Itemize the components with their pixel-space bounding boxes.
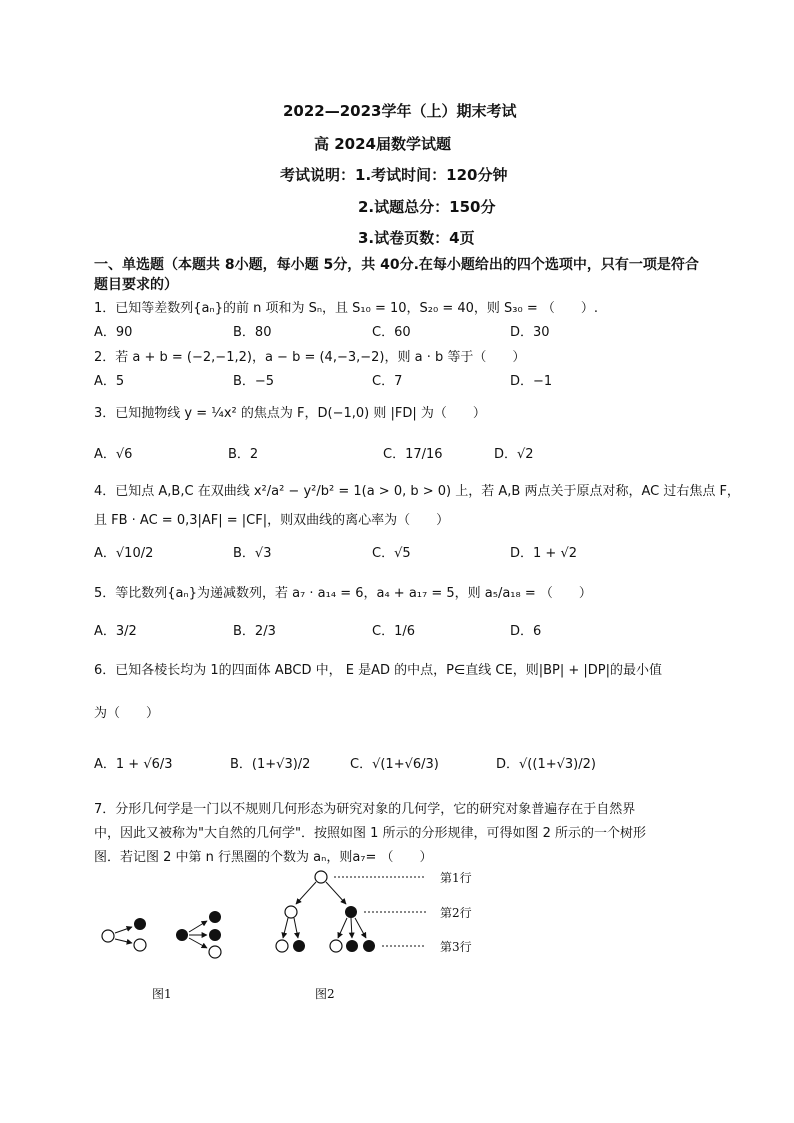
row-label-2: 第2行 (440, 906, 472, 920)
question-2-option-c: C．7 (372, 374, 403, 389)
question-3-option-d: D．√2 (494, 447, 534, 462)
question-6-option-a: A．1 + √6/3 (94, 757, 173, 772)
question-2-option-d: D．−1 (510, 374, 553, 389)
question-5-option-b: B．2/3 (233, 624, 276, 639)
question-5-stem: 5．等比数列{aₙ}为递减数列，若 a₇ · a₁₄ = 6，a₄ + a₁₇ = 5，则 a₅/a₁₈ = （ ） (94, 586, 592, 601)
question-6-option-c: C．√(1+√6/3) (350, 757, 439, 772)
question-5-option-a: A．3/2 (94, 624, 137, 639)
question-7-stem-line3: 图．若记图 2 中第 n 行黑圈的个数为 aₙ，则a₇= （ ） (94, 850, 433, 865)
question-2-stem: 2．若 a + b = (−2,−1,2)，a − b = (4,−3,−2)，则 a · b 等于（ ） (94, 350, 526, 365)
question-7-stem-line1: 7．分形几何学是一门以不规则几何形态为研究对象的几何学，它的研究对象普遍存在于自然界 (94, 802, 636, 817)
exam-title: 2022—2023学年（上）期末考试 (283, 102, 517, 120)
fig1-black-child (134, 918, 146, 930)
figure-1-diagram (102, 911, 221, 958)
row-label-1: 第1行 (440, 871, 472, 885)
question-4-option-a: A．√10/2 (94, 546, 154, 561)
question-5-option-d: D．6 (510, 624, 542, 639)
question-4-stem-line2: 且 FB · AC = 0,3|AF| = |CF|，则双曲线的离心率为（ ） (94, 513, 450, 528)
question-3-option-b: B．2 (228, 447, 259, 462)
fig1-white-child (134, 939, 146, 951)
question-2-option-b: B．−5 (233, 374, 275, 389)
question-1-stem: 1．已知等差数列{aₙ}的前 n 项和为 Sₙ，且 S₁₀ = 10，S₂₀ = 40，则 S₃₀ = （ ）. (94, 301, 599, 316)
exam-subtitle: 高 2024届数学试题 (314, 135, 451, 153)
fig1-white-root (102, 930, 114, 942)
figure-1-caption: 图1 (152, 987, 172, 1001)
question-1-option-b: B．80 (233, 325, 272, 340)
question-6-stem-line2: 为（ ） (94, 706, 160, 721)
question-1-option-c: C．60 (372, 325, 411, 340)
question-4-option-d: D．1 + √2 (510, 546, 577, 561)
row-label-3: 第3行 (440, 940, 472, 954)
exam-note-score: 2.试题总分：150分 (358, 198, 496, 216)
question-4-stem-line1: 4．已知点 A,B,C 在双曲线 x²/a² − y²/b² = 1(a > 0, b > 0) 上，若 A,B 两点关于原点对称，AC 过右焦点 F， (94, 484, 740, 499)
exam-note-time: 考试说明：1.考试时间：120分钟 (280, 166, 508, 184)
question-6-option-d: D．√((1+√3)/2) (496, 757, 596, 772)
question-4-option-b: B．√3 (233, 546, 272, 561)
question-6-option-b: B．(1+√3)/2 (230, 757, 311, 772)
question-7-stem-line2: 中，因此又被称为"大自然的几何学"．按照如图 1 所示的分形规律，可得如图 2 所示的一个树形 (94, 826, 647, 841)
figure-2-tree (276, 871, 426, 952)
question-5-option-c: C．1/6 (372, 624, 415, 639)
question-1-option-a: A．90 (94, 325, 133, 340)
question-1-option-d: D．30 (510, 325, 550, 340)
question-6-stem-line1: 6．已知各棱长均为 1的四面体 ABCD 中， E 是AD 的中点，P∈直线 CE，则|BP| + |DP|的最小值 (94, 663, 662, 678)
question-3-option-c: C．17/16 (383, 447, 443, 462)
section-heading-line1: 一、单选题（本题共 8小题，每小题 5分，共 40分.在每小题给出的四个选项中，只有一项是符合 (94, 257, 699, 273)
fig1-black-root (176, 929, 188, 941)
exam-note-pages: 3.试卷页数：4页 (358, 229, 475, 247)
section-heading-line2: 题目要求的） (94, 277, 178, 293)
figure-2-caption: 图2 (315, 987, 335, 1001)
question-2-option-a: A．5 (94, 374, 125, 389)
question-3-stem: 3．已知抛物线 y = ¼x² 的焦点为 F，D(−1,0) 则 |FD| 为（ ） (94, 406, 486, 421)
question-4-option-c: C．√5 (372, 546, 411, 561)
question-3-option-a: A．√6 (94, 447, 133, 462)
